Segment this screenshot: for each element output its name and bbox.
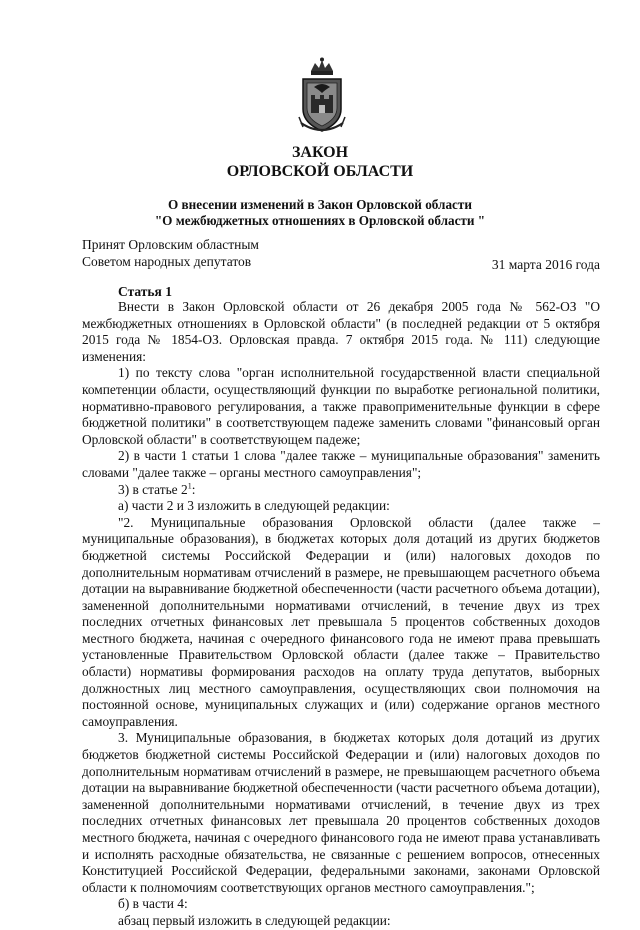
article-heading: Статья 1 — [118, 284, 172, 299]
paragraph-item-3b-1: абзац первый изложить в следующей редакции: — [118, 912, 391, 928]
paragraph-item-3b: б) в части 4: — [118, 896, 188, 912]
paragraph-item-3a: а) части 2 и 3 изложить в следующей редакции: — [118, 498, 390, 514]
paragraph-item-2: 2) в части 1 статьи 1 слова "далее также – муниципальные образования" заменить словами "далее также – органы местного самоуправления"; — [82, 448, 600, 480]
law-subtitle-line-1: О внесении изменений в Закон Орловской области — [168, 197, 472, 212]
adoption-date: 31 марта 2016 года — [491, 257, 600, 272]
coat-of-arms-orel-oblast-icon — [297, 57, 347, 137]
item-3-colon: : — [191, 481, 196, 497]
law-title-line-2: ОРЛОВСКОЙ ОБЛАСТИ — [226, 163, 414, 180]
adopted-by-line-1: Принят Орловским областным — [82, 237, 259, 252]
adopted-by-line-2: Советом народных депутатов — [82, 254, 252, 269]
law-title-line-1: ЗАКОН — [291, 144, 349, 161]
item-3-superscript: 1 — [187, 481, 192, 491]
paragraph-item-3 — [82, 482, 600, 499]
paragraph-intro: Внести в Закон Орловской области от 26 декабря 2005 года № 562-ОЗ "О межбюджетных отношениях в Орловской области" (в последней редакции от 5 октября 2015 года № 1854-ОЗ. Орловская правда. 7 октября 2015 года. № 111) следующие изменения: — [82, 299, 600, 364]
item-3-text: 3) в статье 2 — [118, 481, 188, 497]
paragraph-item-1: 1) по тексту слова "орган исполнительной государственной власти специальной компетенции области, осуществляющий функции по выработке региональной политики, нормативно-правового регулирования, а также правоприменительные функции в сфере бюджетной политики" в соответствующем падеже заменить словами "финансовый орган Орловской области" в соответствующем падеже; — [82, 365, 600, 447]
quoted-part-2: "2. Муниципальные образования Орловской области (далее также – муниципальные образования), в бюджетах которых доля дотаций из других бюджетов бюджетной системы Российской Федерации и (или) налоговых доходов по дополнительным нормативам отчислений в размере, не превышающем расчетного объема дотации на выравнивание бюджетной обеспеченности (части расчетного объема дотации), замененной дополнительными нормативами отчислений, в течение двух из трех последних отчетных финансовых лет превышала 5 процентов собственных доходов местного бюджета, начиная с очередного финансового года не имеют права превышать установленные Правительством Орловской области (далее также – Правительство области) нормативы формирования расходов на оплату труда депутатов, выборных должностных лиц местного самоуправления, осуществляющих свои полномочия на постоянной основе, муниципальных служащих и (или) содержание органов местного самоуправления. — [82, 514, 600, 729]
article-body — [82, 299, 600, 930]
quoted-part-3: 3. Муниципальные образования, в бюджетах которых доля дотаций из других бюджетов бюджетной системы Российской Федерации и (или) налоговых доходов по дополнительным нормативам отчислений в размере, не превышающем расчетного объема дотации на выравнивание бюджетной обеспеченности (части расчетного объема дотации), замененной дополнительными нормативами отчислений, в течение двух из трех последних отчетных финансовых лет превышала 20 процентов собственных доходов местного бюджета, начиная с очередного финансового года не имеют права устанавливать и исполнять расходные обязательства, не связанные с решением вопросов, отнесенных Конституцией Российской Федерации, федеральными законами, законами Орловской области к полномочиям соответствующих органов местного самоуправления."; — [82, 730, 600, 895]
law-subtitle-line-2: "О межбюджетных отношениях в Орловской области " — [154, 213, 486, 228]
